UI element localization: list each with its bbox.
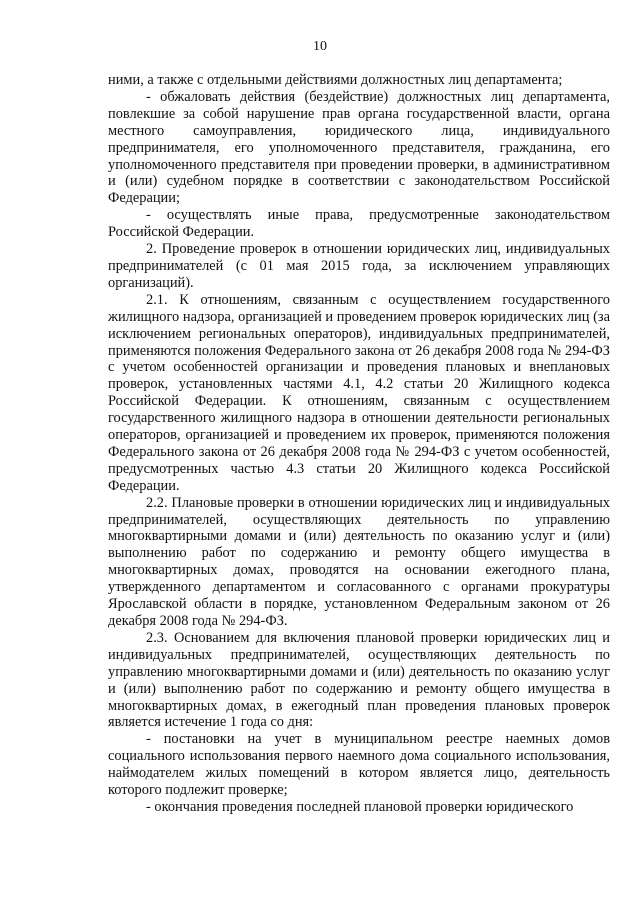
document-body (108, 72, 610, 816)
paragraph-section-2-2: 2.2. Плановые проверки в отношении юридических лиц и индивидуальных предпринимателей, осуществляющих деятельность по управлению многоквартирными домами и (или) деятельность по оказанию услуг и (или) выполнению работ по содержанию и ремонту общего имущества в многоквартирных домах, проводятся на основании ежегодного плана, утвержденного департаментом и согласованного с органами прокуратуры Ярославской области в порядке, установленном Федеральным законом от 26 декабря 2008 года № 294-ФЗ. (108, 494, 610, 629)
paragraph-last-inspection-item: - окончания проведения последней плановой проверки юридического (146, 798, 574, 815)
paragraph-section-2-1: 2.1. К отношениям, связанным с осуществлением государственного жилищного надзора, организацией и проведением проверок юридических лиц (за исключением региональных операторов), индивидуальных предпринимателей, применяются положения Федерального закона от 26 декабря 2008 года № 294-ФЗ с учетом особенностей организации и проведения плановых и внеплановых проверок, установленных частями 4.1, 4.2 статьи 20 Жилищного кодекса Российской Федерации. К отношениям, связанным с осуществлением государственного жилищного надзора в отношении деятельности региональных операторов, организацией и проведением их проверок, применяются положения Федерального закона от 26 декабря 2008 года № 294-ФЗ с учетом особенностей, предусмотренных частью 4.3 статьи 20 Жилищного кодекса Российской Федерации. (108, 291, 610, 494)
paragraph-appeal-right: - обжаловать действия (бездействие) должностных лиц департамента, повлекшие за собой нарушение прав органа государственной власти, органа местного самоуправления, юридического лица, индивидуального предпринимателя, его уполномоченного представителя, гражданина, его уполномоченного представителя при проведении проверки, в административном и (или) судебном порядке в соответствии с законодательством Российской Федерации; (108, 88, 610, 207)
paragraph-section-2-3: 2.3. Основанием для включения плановой проверки юридических лиц и индивидуальных предпринимателей, осуществляющих деятельность по управлению многоквартирными домами и (или) деятельность по оказанию услуг и (или) выполнению работ по содержанию и ремонту общего имущества в многоквартирных домах, в ежегодный план проведения плановых проверок является истечение 1 года со дня: (108, 629, 610, 731)
paragraph-section-2: 2. Проведение проверок в отношении юридических лиц, индивидуальных предпринимателей (с 01 мая 2015 года, за исключением управляющих организаций). (108, 241, 610, 291)
paragraph-other-rights: - осуществлять иные права, предусмотренные законодательством Российской Федерации. (108, 207, 610, 241)
paragraph-continuation: ними, а также с отдельными действиями должностных лиц департамента; (108, 72, 563, 88)
paragraph-registration-item: - постановки на учет в муниципальном реестре наемных домов социального использования первого наемного дома социального использования, наймодателем жилых помещений в котором является лицо, деятельность которого подлежит проверке; (108, 731, 610, 799)
page-number: 10 (313, 39, 327, 54)
